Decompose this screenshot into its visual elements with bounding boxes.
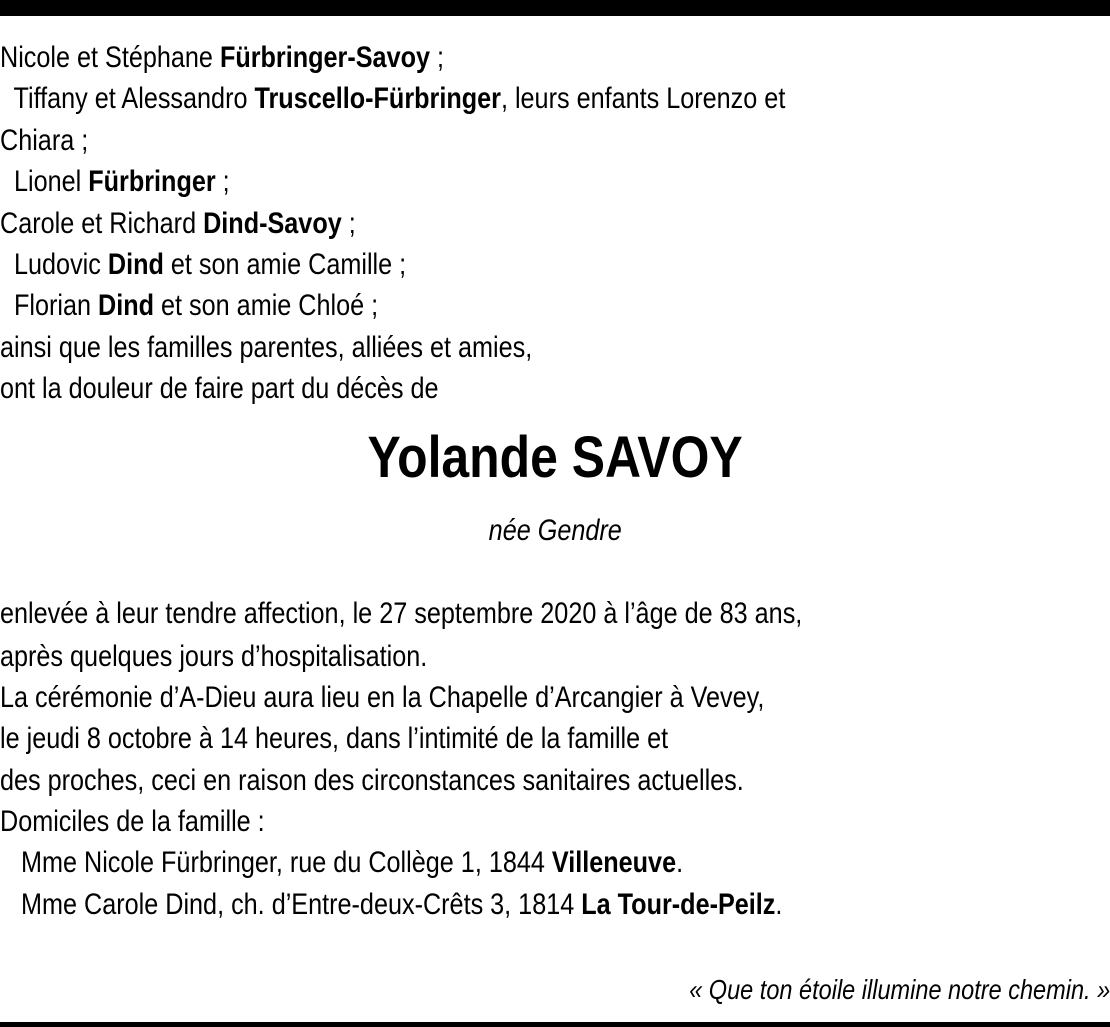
body-line: Domiciles de la famille : [0,805,265,838]
body-line: après quelques jours d’hospitalisation. [0,640,428,673]
address-line: Mme Nicole Fürbringer, rue du Collège 1, 1844 Villeneuve. [0,846,684,879]
family-line: Florian Dind et son amie Chloé ; [0,289,379,322]
body-line: La cérémonie d’A-Dieu aura lieu en la Chapelle d’Arcangier à Vevey, [0,681,765,714]
family-line: Carole et Richard Dind-Savoy ; [0,207,356,240]
family-line: ont la douleur de faire part du décès de [0,372,439,405]
address-line: Mme Carole Dind, ch. d’Entre-deux-Crêts 3, 1814 La Tour-de-Peilz. [0,888,783,921]
family-line: Nicole et Stéphane Fürbringer-Savoy ; [0,41,445,74]
birth-name: née Gendre [488,514,622,547]
family-line: Tiffany et Alessandro Truscello-Fürbringer, leurs enfants Lorenzo et [0,82,786,115]
closing-quote: « Que ton étoile illumine notre chemin. » [689,974,1110,1005]
deceased-name: Yolande SAVOY [367,425,743,490]
family-line: Chiara ; [0,124,89,157]
top-rule [0,0,1110,16]
family-line: Lionel Fürbringer ; [0,165,230,198]
body-line: des proches, ceci en raison des circonstances sanitaires actuelles. [0,764,744,797]
body-line: le jeudi 8 octobre à 14 heures, dans l’intimité de la famille et [0,722,669,755]
family-line: Ludovic Dind et son amie Camille ; [0,248,407,281]
bottom-rule [0,1022,1110,1027]
family-line: ainsi que les familles parentes, alliées et amies, [0,331,533,364]
body-line: enlevée à leur tendre affection, le 27 septembre 2020 à l’âge de 83 ans, [0,597,803,630]
